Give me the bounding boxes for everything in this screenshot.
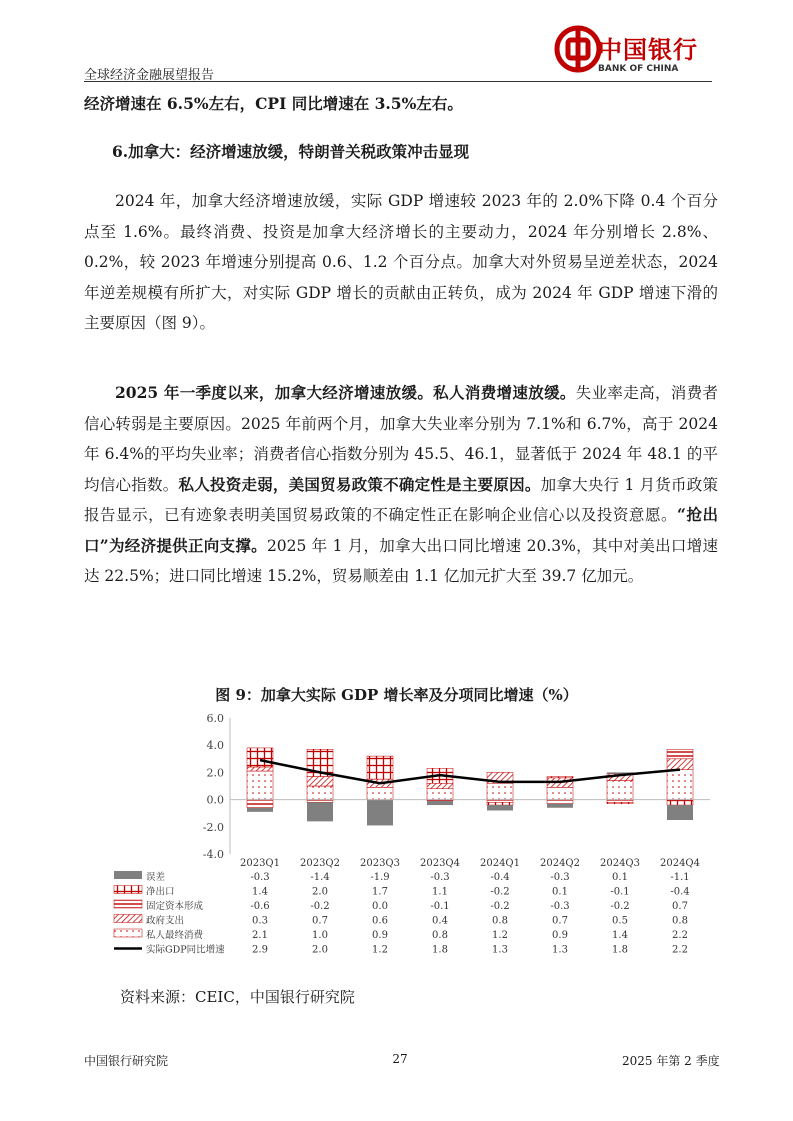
bar-segment	[487, 805, 513, 810]
page-number: 27	[392, 1052, 408, 1066]
para2-text-1: 失业率走高，消费者信心转弱是主要原因。2025 年前两个月，加拿大失业率分别为 7.1%和 6.7%，高于 2024 年 6.4%的平均失业率；消费者信心指数分别为 45.5、46.1，显著低于 2024 年 48.1 的平均信心指数。	[84, 384, 718, 494]
table-cell: -0.3	[430, 872, 450, 883]
footer-period: 2025 年第 2 季度	[622, 1054, 720, 1068]
footer-institution: 中国银行研究院	[84, 1054, 169, 1068]
table-cell: 1.2	[372, 944, 388, 956]
figure-title: 图 9：加拿大实际 GDP 增长率及分项同比增速（%）	[215, 686, 578, 704]
bar-segment	[667, 770, 693, 800]
table-cell: 1.3	[492, 944, 508, 956]
x-tick-label: 2024Q4	[659, 858, 701, 869]
table-cell: 1.8	[612, 944, 628, 956]
para2-text-3: 2025 年 1 月，加拿大出口同比增速 20.3%，其中对美出口增速达 22.5%；进口同比增速 15.2%，贸易顺差由 1.1 亿加元扩大至 39.7 亿加元。	[84, 536, 719, 585]
table-cell: 1.1	[432, 886, 448, 898]
bar-segment	[307, 802, 333, 821]
bar-segment	[307, 786, 333, 800]
x-tick-label: 2023Q1	[239, 858, 281, 869]
table-cell: 1.4	[252, 886, 268, 898]
legend-label: 私人最终消费	[146, 930, 204, 941]
x-tick-label: 2024Q1	[479, 858, 521, 869]
bar-segment	[367, 756, 393, 779]
table-cell: 0.0	[372, 901, 388, 912]
legend-swatch	[114, 915, 142, 923]
para2-bold-1: 2025 年一季度以来，加拿大经济增速放缓。私人消费增速放缓。	[115, 383, 576, 402]
table-cell: -0.3	[250, 872, 270, 883]
table-cell: -0.1	[610, 886, 630, 898]
y-tick-label: -2.0	[202, 820, 224, 834]
table-cell: 2.0	[312, 886, 328, 898]
bar-segment	[547, 776, 573, 777]
bar-segment	[247, 800, 273, 808]
table-cell: 1.2	[492, 930, 508, 941]
bar-segment	[607, 802, 633, 803]
legend-swatch	[114, 929, 142, 937]
bar-segment	[667, 805, 693, 820]
bar-segment	[667, 759, 693, 770]
y-tick-label: 2.0	[206, 766, 224, 780]
legend-swatch	[114, 900, 142, 908]
table-cell: 1.0	[312, 930, 328, 941]
table-cell: -0.2	[610, 901, 630, 912]
x-tick-label: 2023Q2	[299, 858, 341, 869]
paragraph-1: 2024 年，加拿大经济增速放缓，实际 GDP 增速较 2023 年的 2.0%下降 0.4 个百分点至 1.6%。最终消费、投资是加拿大经济增长的主要动力，2024 年分别增长 2.8%、0.2%，较 2023 年增速分别提高 0.6、1.2 个百分点。加拿大对外贸易呈逆差状态，2024 年逆差规模有所扩大，对实际 GDP 增长的贡献由正转负，成为 2024 年 GDP 增速下滑的主要原因（图 9）。	[84, 192, 718, 332]
bar-segment	[247, 748, 273, 767]
x-tick-label: 2024Q3	[599, 858, 641, 869]
legend-swatch	[114, 871, 142, 879]
legend-label: 固定资本形成	[146, 901, 204, 912]
table-cell: -0.4	[670, 886, 690, 898]
table-cell: 0.9	[552, 930, 568, 941]
table-cell: 2.9	[252, 944, 268, 956]
table-cell: -0.2	[310, 901, 330, 912]
para2-bold-2: 私人投资走弱，美国贸易政策不确定性是主要原因。	[178, 474, 541, 494]
table-cell: 0.9	[372, 930, 388, 941]
para2-text-2: 加拿大央行 1 月货币政策报告显示，已有迹象表明美国贸易政策的不确定性正在影响企业信心以及投资意愿。	[84, 475, 718, 524]
bar-segment	[247, 771, 273, 800]
table-cell: 1.7	[372, 886, 388, 898]
y-tick-label: -4.0	[202, 848, 224, 861]
table-cell: 2.1	[252, 930, 268, 941]
x-tick-label: 2023Q3	[359, 858, 401, 869]
table-cell: -0.4	[490, 872, 510, 883]
table-cell: 2.0	[312, 944, 328, 956]
table-cell: -0.2	[490, 901, 510, 912]
bar-segment	[427, 783, 453, 788]
x-tick-label: 2024Q2	[539, 858, 581, 869]
bar-segment	[367, 800, 393, 826]
bar-segment	[547, 804, 573, 808]
table-cell: 0.1	[552, 886, 568, 898]
figure-source: 资料来源：CEIC，中国银行研究院	[120, 988, 355, 1006]
table-cell: -1.1	[670, 872, 690, 883]
legend-label: 政府支出	[146, 915, 185, 927]
bar-segment	[427, 789, 453, 800]
table-cell: 0.1	[612, 872, 628, 883]
gdp-stacked-chart	[100, 706, 720, 968]
table-cell: -0.1	[430, 901, 450, 912]
table-cell: -0.6	[250, 901, 270, 912]
table-cell: -1.4	[310, 872, 330, 883]
continued-line: 经济增速在 6.5%左右，CPI 同比增速在 3.5%左右。	[84, 94, 463, 113]
legend-label: 误差	[146, 872, 166, 883]
para2-bold-3: “抢出口”为经济提供正向支撑。	[84, 505, 718, 555]
table-cell: 0.8	[672, 915, 688, 927]
table-cell: -0.2	[490, 886, 510, 898]
bar-segment	[367, 787, 393, 799]
x-tick-label: 2023Q4	[419, 858, 461, 869]
bar-segment	[607, 781, 633, 800]
logo-text-cn: 中国银行	[598, 35, 698, 64]
table-cell: 0.5	[612, 915, 628, 927]
table-cell: -1.9	[370, 872, 390, 883]
bar-segment	[427, 801, 453, 805]
table-cell: 0.3	[252, 915, 268, 927]
y-tick-label: 4.0	[206, 739, 224, 753]
bar-segment	[487, 802, 513, 805]
bar-segment	[487, 783, 513, 799]
table-cell: 1.8	[432, 944, 448, 956]
table-cell: -0.3	[550, 901, 570, 912]
legend-swatch	[114, 886, 142, 894]
y-tick-label: 6.0	[206, 712, 224, 725]
table-cell: -0.3	[550, 872, 570, 883]
bar-segment	[307, 776, 333, 786]
logo-text-en: BANK OF CHINA	[598, 64, 679, 74]
table-cell: 0.6	[372, 915, 388, 927]
bar-segment	[247, 808, 273, 812]
table-cell: 0.7	[672, 901, 688, 912]
bank-logo-icon	[553, 24, 603, 74]
header-title: 全球经济金融展望报告	[84, 68, 215, 83]
table-cell: 0.7	[312, 915, 328, 927]
bar-segment	[667, 800, 693, 805]
legend-label: 实际GDP同比增速	[146, 944, 225, 956]
y-tick-label: 0.0	[206, 793, 224, 807]
table-cell: 1.3	[552, 944, 568, 956]
table-cell: 0.7	[552, 915, 568, 927]
header-divider	[84, 81, 712, 82]
table-cell: 1.4	[612, 930, 628, 941]
table-cell: 2.2	[672, 944, 688, 956]
table-cell: 0.8	[492, 915, 508, 927]
bar-segment	[667, 749, 693, 759]
paragraph-2	[84, 378, 718, 592]
table-cell: 0.8	[432, 930, 448, 941]
bar-segment	[547, 787, 573, 799]
table-cell: 0.4	[432, 915, 448, 927]
bar-segment	[547, 800, 573, 804]
table-cell: 2.2	[672, 930, 688, 941]
bar-segment	[247, 767, 273, 771]
section-heading: 6.加拿大：经济增速放缓，特朗普关税政策冲击显现	[112, 142, 470, 161]
legend-label: 净出口	[146, 886, 175, 898]
